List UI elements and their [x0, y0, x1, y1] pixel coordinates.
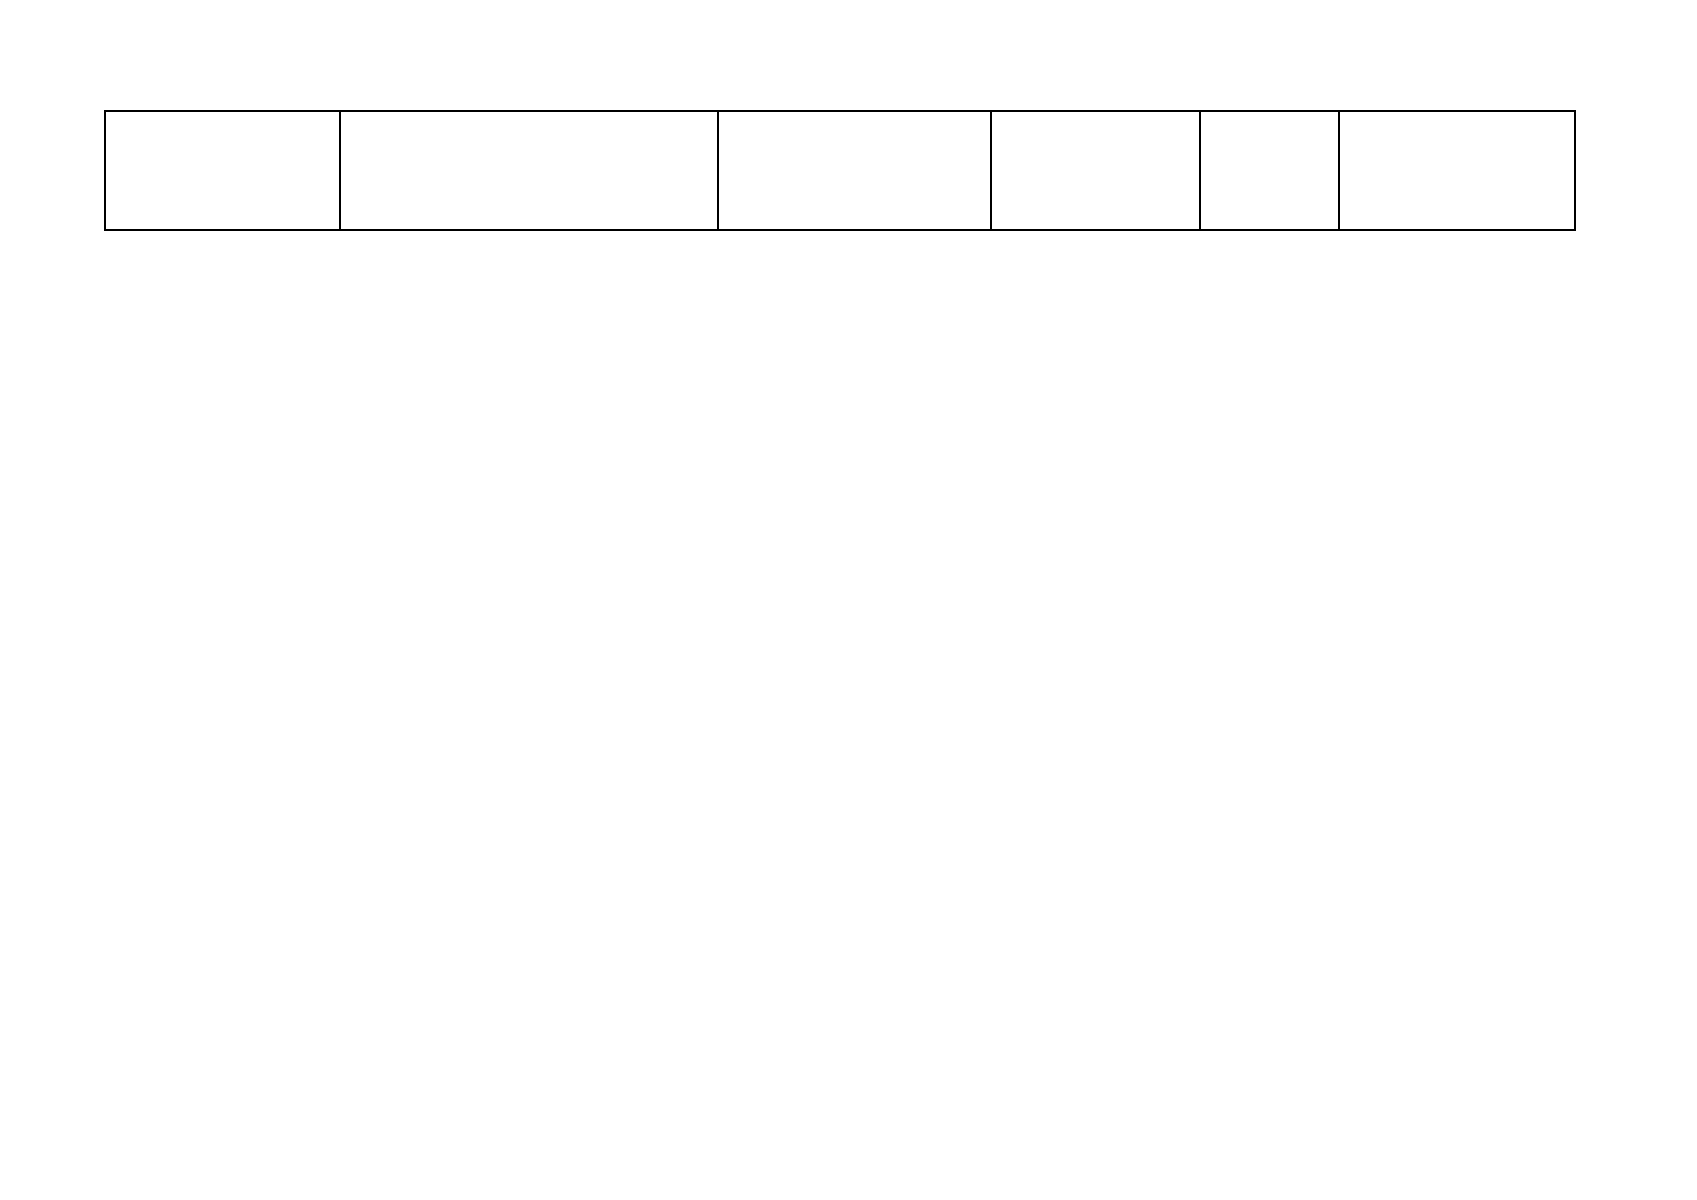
header-work-types [340, 111, 718, 230]
header-material-name [718, 111, 991, 230]
table-header [105, 111, 1575, 230]
header-unit [991, 111, 1200, 230]
header-service-life [1200, 111, 1339, 230]
header-need [1339, 111, 1575, 230]
materials-table [104, 110, 1576, 231]
header-specialty [105, 111, 340, 230]
